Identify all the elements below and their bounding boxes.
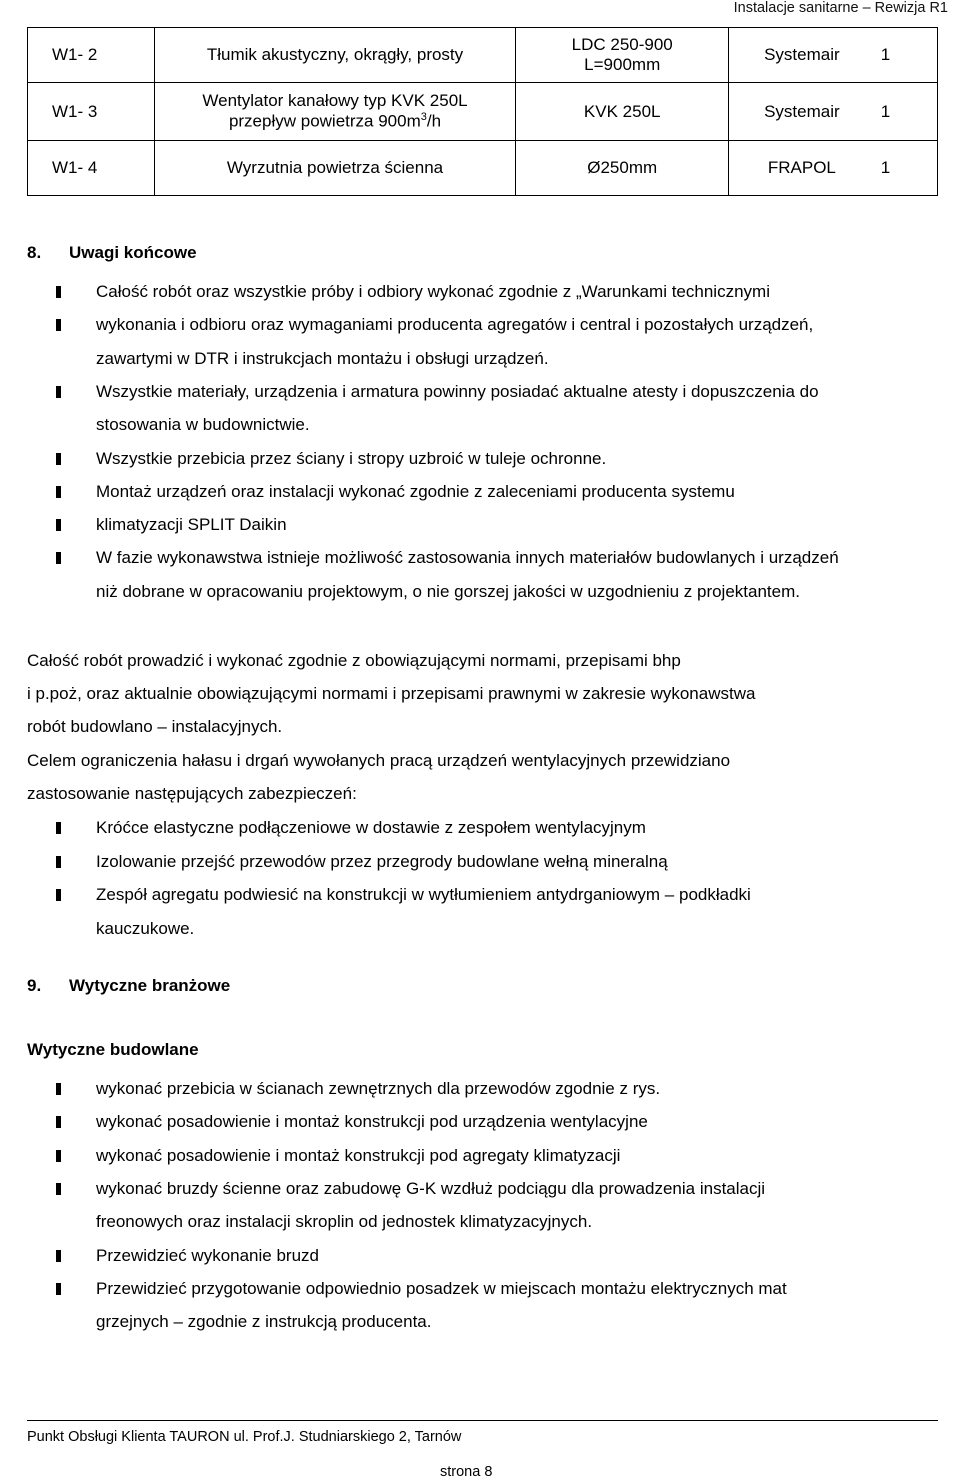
- footer-address: Punkt Obsługi Klienta TAURON ul. Prof.J. Studniarskiego 2, Tarnów: [27, 1429, 462, 1445]
- bullet-icon: [56, 856, 61, 868]
- list-item-text: Izolowanie przejść przewodów przez przegrody budowlane wełną mineralną: [96, 851, 668, 871]
- bullet-icon: [56, 519, 61, 531]
- list-item-text: freonowych oraz instalacji skroplin od jednostek klimatyzacyjnych.: [96, 1212, 593, 1232]
- cell-description: [154, 83, 516, 141]
- list-item-text: Wszystkie przebicia przez ściany i stropy uzbroić w tuleje ochronne.: [96, 448, 607, 468]
- document-header: Instalacje sanitarne – Rewizja R1: [733, 0, 948, 16]
- bullet-icon: [56, 486, 61, 498]
- paragraph-line: zastosowanie następujących zabezpieczeń:: [27, 784, 357, 803]
- bullet-icon: [56, 386, 61, 398]
- description-text: przepływ powietrza 900m: [228, 111, 421, 131]
- list-item-text: Króćce elastyczne podłączeniowe w dostawie z zespołem wentylacyjnym: [96, 818, 646, 837]
- paragraph-line: robót budowlano – instalacyjnych.: [27, 717, 283, 736]
- cell-code: W1- 2: [28, 28, 155, 83]
- list-item-text: Przewidzieć wykonanie bruzd: [96, 1245, 319, 1265]
- list-item-text: Montaż urządzeń oraz instalacji wykonać zgodnie z zaleceniami producenta systemu: [96, 481, 735, 501]
- list-item-text: wykonać posadowienie i montaż konstrukcji pod urządzenia wentylacyjne: [96, 1112, 648, 1132]
- description-line: [161, 111, 510, 132]
- model-line: LDC 250-900: [571, 35, 673, 54]
- list-item-text: kauczukowe.: [96, 918, 195, 938]
- list-item-text: wykonania i odbioru oraz wymaganiami producenta agregatów i central i pozostałych urządzeń,: [96, 315, 814, 335]
- cell-model: KVK 250L: [516, 83, 729, 141]
- section-number: 9.: [27, 976, 42, 995]
- list-item-text: grzejnych – zgodnie z instrukcją producenta.: [96, 1312, 432, 1332]
- list-item-text: Całość robót oraz wszystkie próby i odbiory wykonać zgodnie z „Warunkami technicznymi: [96, 282, 770, 301]
- bullet-icon: [56, 1250, 61, 1262]
- cell-model: Ø250mm: [516, 141, 729, 196]
- bullet-icon: [56, 889, 61, 901]
- table-row: [28, 28, 938, 83]
- footer-divider: [27, 1420, 938, 1421]
- cell-quantity: 1: [875, 28, 938, 83]
- bullet-icon: [56, 286, 61, 298]
- equipment-table: [27, 27, 938, 196]
- bullet-icon: [56, 1183, 61, 1195]
- superscript: 3: [420, 111, 427, 124]
- bullet-icon: [56, 1150, 61, 1162]
- description-line: Wentylator kanałowy typ KVK 250L: [202, 91, 468, 111]
- cell-code: W1- 4: [28, 141, 155, 196]
- list-item-text: niż dobrane w opracowaniu projektowym, o nie gorszej jakości w uzgodnieniu z projektantem.: [96, 581, 800, 601]
- cell-quantity: 1: [875, 83, 938, 141]
- list-item-text: wykonać posadowienie i montaż konstrukcji pod agregaty klimatyzacji: [96, 1145, 621, 1165]
- table-row: [28, 141, 938, 196]
- bullet-icon: [56, 1116, 61, 1128]
- cell-manufacturer: FRAPOL: [728, 141, 874, 196]
- section-title: Wytyczne branżowe: [69, 976, 231, 995]
- bullet-icon: [56, 552, 61, 564]
- list-item-text: W fazie wykonawstwa istnieje możliwość zastosowania innych materiałów budowlanych i urządzeń: [96, 548, 839, 568]
- table-row: [28, 83, 938, 141]
- section-9-subtitle: Wytyczne budowlane: [27, 1040, 199, 1059]
- list-item-text: zawartymi w DTR i instrukcjach montażu i obsługi urządzeń.: [96, 348, 549, 368]
- cell-description: Tłumik akustyczny, okrągły, prosty: [154, 28, 516, 83]
- bullet-icon: [56, 822, 61, 834]
- list-item-text: Przewidzieć przygotowanie odpowiednio posadzek w miejscach montażu elektrycznych mat: [96, 1278, 787, 1298]
- paragraph-line: Celem ograniczenia hałasu i drgań wywołanych pracą urządzeń wentylacyjnych przewidziano: [27, 751, 731, 770]
- cell-code: W1- 3: [28, 83, 155, 141]
- list-item-text: klimatyzacji SPLIT Daikin: [96, 515, 287, 535]
- description-unit: /h: [426, 111, 442, 131]
- section-title: Uwagi końcowe: [69, 243, 197, 262]
- paragraph-line: Całość robót prowadzić i wykonać zgodnie z obowiązującymi normami, przepisami bhp: [27, 651, 681, 670]
- section-9-heading: [27, 976, 230, 996]
- list-item-text: Zespół agregatu podwiesić na konstrukcji w wytłumieniem antydrganiowym – podkładki: [96, 885, 751, 904]
- paragraph-line: i p.poż, oraz aktualnie obowiązującymi normami i przepisami prawnymi w zakresie wykonawstwa: [27, 684, 756, 703]
- list-item-text: stosowania w budownictwie.: [96, 415, 310, 435]
- bullet-icon: [56, 1283, 61, 1295]
- cell-manufacturer: Systemair: [728, 28, 874, 83]
- cell-description: Wyrzutnia powietrza ścienna: [154, 141, 516, 196]
- bullet-icon: [56, 319, 61, 331]
- list-item-text: Wszystkie materiały, urządzenia i armatura powinny posiadać aktualne atesty i dopuszczenia do: [96, 381, 819, 401]
- section-8-heading: [27, 243, 197, 263]
- page-number: strona 8: [440, 1464, 493, 1480]
- list-item-text: wykonać przebicia w ścianach zewnętrznych dla przewodów zgodnie z rys.: [96, 1079, 661, 1098]
- section-number: 8.: [27, 243, 42, 262]
- cell-model: [516, 28, 729, 83]
- bullet-icon: [56, 1083, 61, 1095]
- model-line: L=900mm: [584, 55, 661, 74]
- cell-manufacturer: Systemair: [728, 83, 874, 141]
- bullet-icon: [56, 453, 61, 465]
- cell-quantity: 1: [875, 141, 938, 196]
- list-item-text: wykonać bruzdy ścienne oraz zabudowę G-K wzdłuż podciągu dla prowadzenia instalacji: [96, 1178, 766, 1198]
